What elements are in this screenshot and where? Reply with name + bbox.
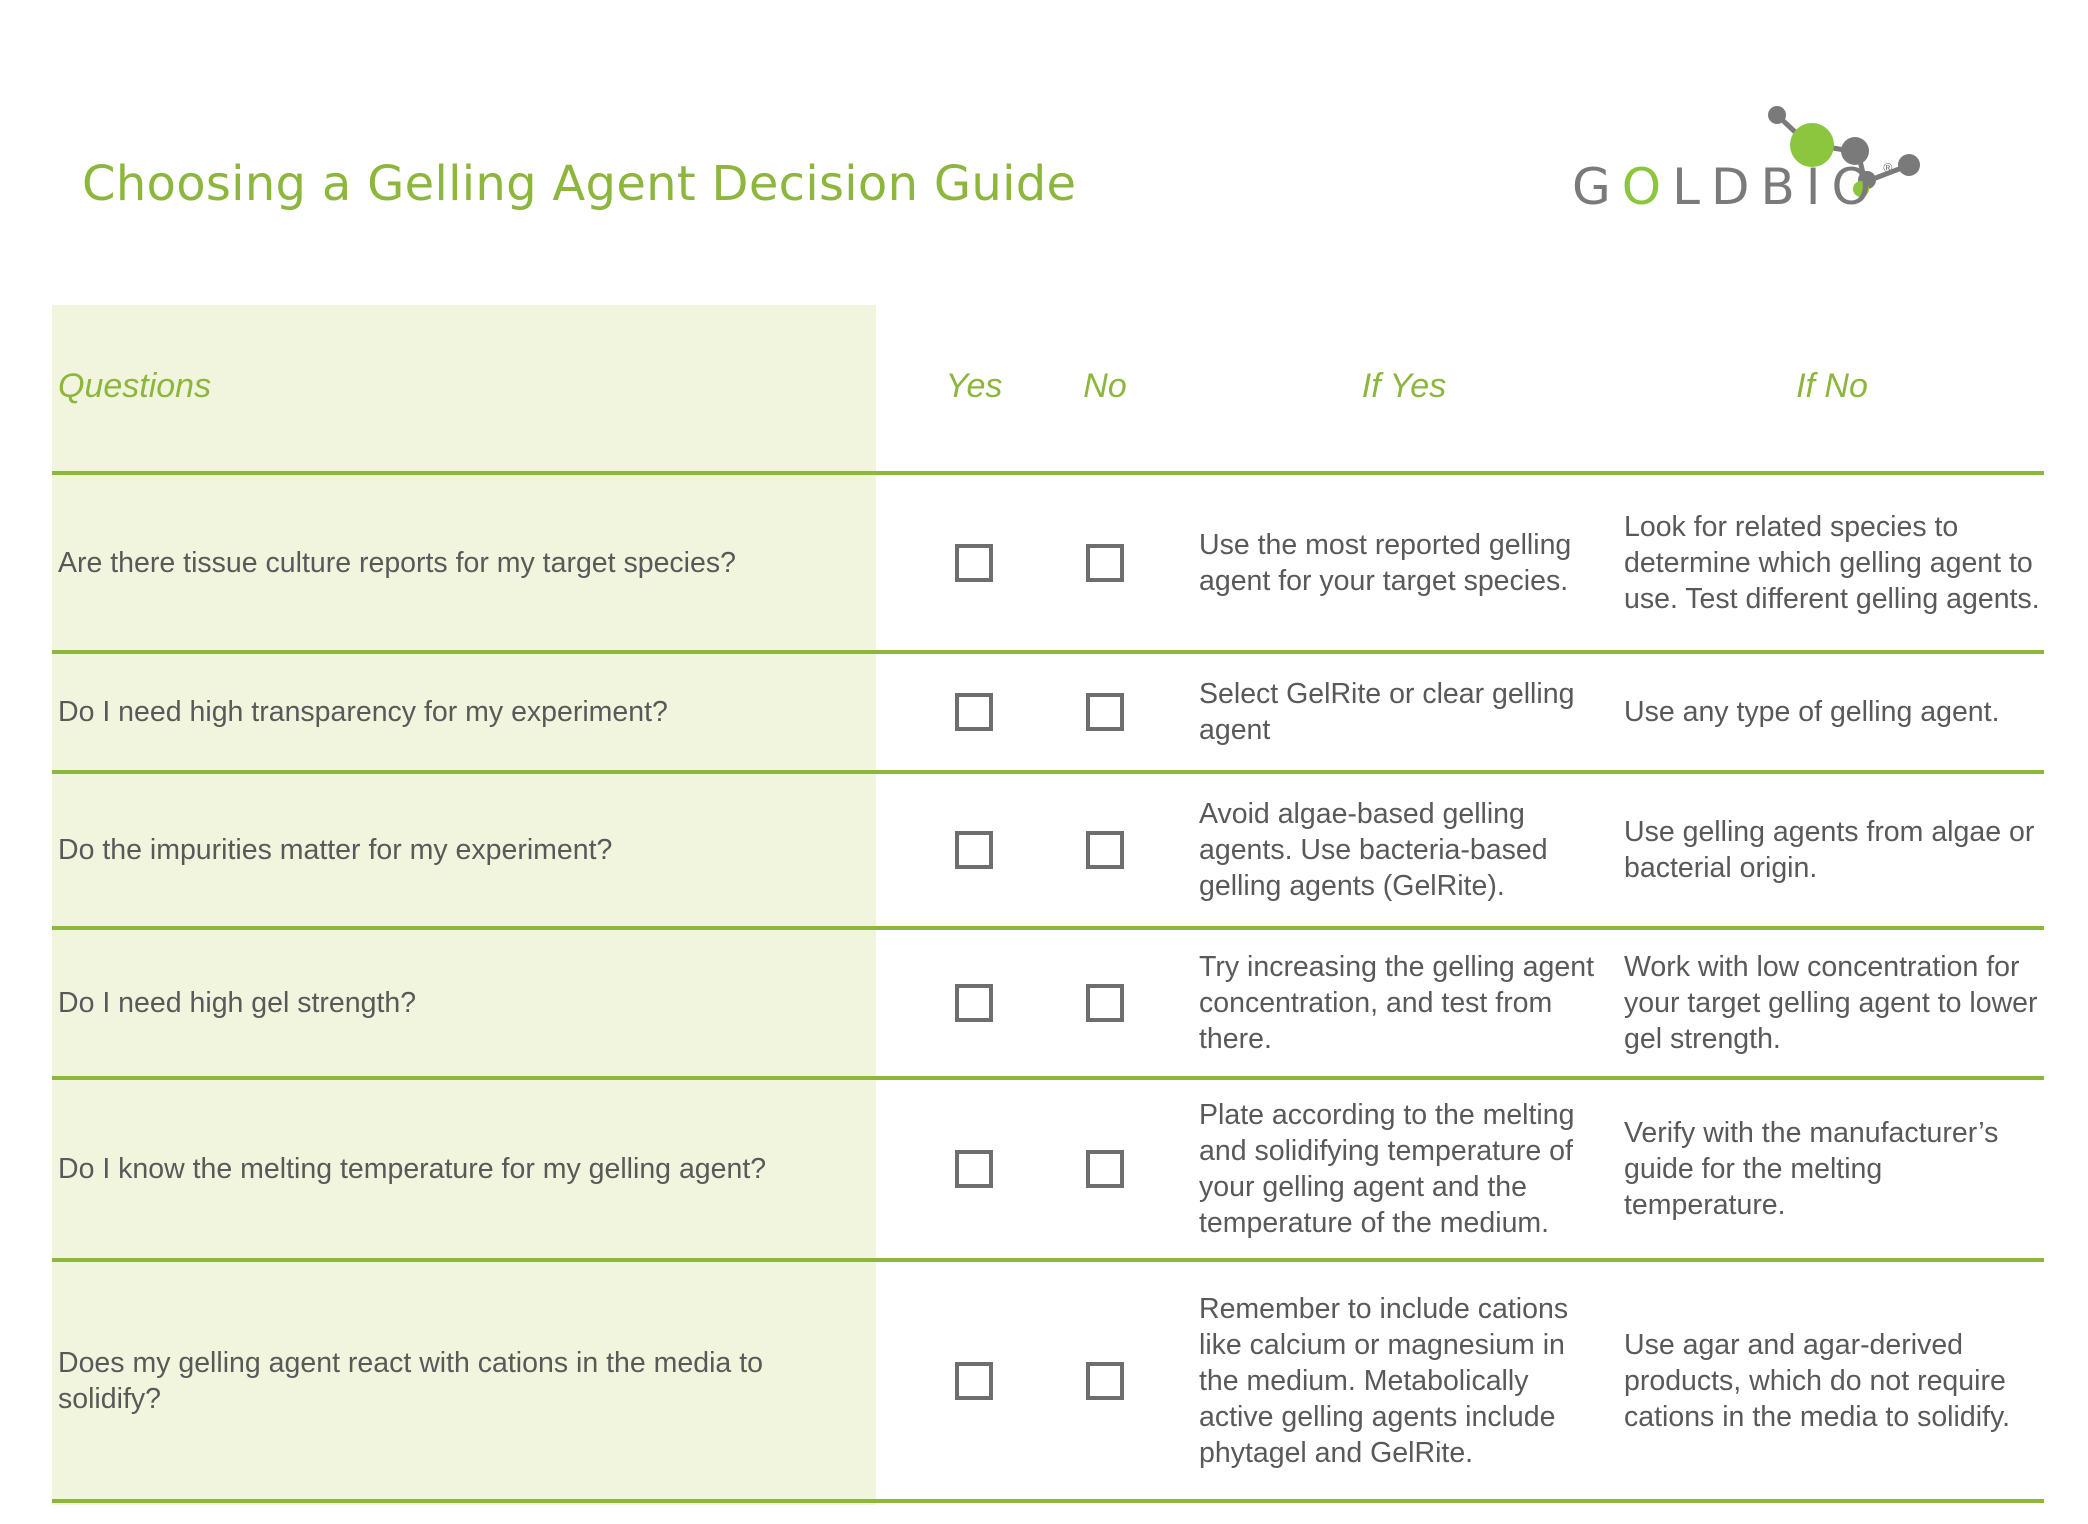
no-checkbox[interactable] <box>1086 831 1124 869</box>
header-no: No <box>1083 367 1127 405</box>
header-if-yes: If Yes <box>1361 367 1447 405</box>
table-header <box>52 305 2044 475</box>
no-checkbox[interactable] <box>1086 693 1124 731</box>
yes-cell <box>934 1080 1014 1258</box>
table-body <box>52 475 2044 1503</box>
yes-checkbox[interactable] <box>955 1362 993 1400</box>
no-cell <box>1065 1262 1145 1499</box>
yes-cell <box>934 475 1014 650</box>
if-yes-text: Use the most reported gelling agent for your target species. <box>1199 528 1572 597</box>
header-if-no: If No <box>1796 367 1868 405</box>
no-cell <box>1065 475 1145 650</box>
no-checkbox[interactable] <box>1086 1362 1124 1400</box>
no-checkbox[interactable] <box>1086 544 1124 582</box>
question-text: Do I need high gel strength? <box>58 987 417 1019</box>
page-title: Choosing a Gelling Agent Decision Guide <box>82 156 1077 212</box>
no-checkbox[interactable] <box>1086 984 1124 1022</box>
table-row <box>52 475 2044 654</box>
yes-cell <box>934 930 1014 1076</box>
goldbio-logo <box>1560 100 1940 220</box>
question-text: Does my gelling agent react with cations in the media to solidify? <box>58 1346 763 1415</box>
yes-checkbox[interactable] <box>955 1150 993 1188</box>
yes-checkbox[interactable] <box>955 984 993 1022</box>
if-no-text: Use any type of gelling agent. <box>1624 696 2000 728</box>
if-yes-text: Avoid algae-based gelling agents. Use bacteria-based gelling agents (GelRite). <box>1199 798 1548 902</box>
no-cell <box>1065 930 1145 1076</box>
if-no-text: Use agar and agar-derived products, which do not require cations in the media to solidify. <box>1624 1328 2011 1433</box>
if-yes-text: Plate according to the melting and solidifying temperature of your gelling agent and the temperature of the medium. <box>1199 1099 1575 1239</box>
yes-cell <box>934 654 1014 770</box>
if-no-text: Look for related species to determine which gelling agent to use. Test different gelling agents. <box>1624 510 2040 615</box>
if-no-text: Work with low concentration for your target gelling agent to lower gel strength. <box>1624 951 2038 1055</box>
header-questions: Questions <box>58 367 212 405</box>
question-text: Are there tissue culture reports for my target species? <box>58 546 736 579</box>
table-row <box>52 1262 2044 1503</box>
no-checkbox[interactable] <box>1086 1150 1124 1188</box>
no-cell <box>1065 654 1145 770</box>
yes-checkbox[interactable] <box>955 544 993 582</box>
if-yes-text: Select GelRite or clear gelling agent <box>1199 678 1575 746</box>
no-cell <box>1065 1080 1145 1258</box>
if-yes-text: Try increasing the gelling agent concentration, and test from there. <box>1199 951 1595 1055</box>
if-no-text: Verify with the manufacturer’s guide for the melting temperature. <box>1624 1117 1999 1221</box>
question-text: Do I know the melting temperature for my gelling agent? <box>58 1153 767 1185</box>
header-yes: Yes <box>945 367 1003 405</box>
yes-checkbox[interactable] <box>955 693 993 731</box>
no-cell <box>1065 774 1145 926</box>
yes-cell <box>934 1262 1014 1499</box>
logo-wordmark: GOLDBIO® <box>1572 158 1894 216</box>
if-no-text: Use gelling agents from algae or bacterial origin. <box>1624 816 2035 884</box>
table-row <box>52 930 2044 1080</box>
yes-checkbox[interactable] <box>955 831 993 869</box>
if-yes-text: Remember to include cations like calcium or magnesium in the medium. Metabolically active gelling agents include phytagel and GelRite. <box>1199 1292 1569 1469</box>
table-row <box>52 654 2044 774</box>
table-row <box>52 774 2044 930</box>
yes-cell <box>934 774 1014 926</box>
question-text: Do I need high transparency for my experiment? <box>58 696 668 728</box>
table-row <box>52 1080 2044 1262</box>
question-text: Do the impurities matter for my experiment? <box>58 834 613 866</box>
